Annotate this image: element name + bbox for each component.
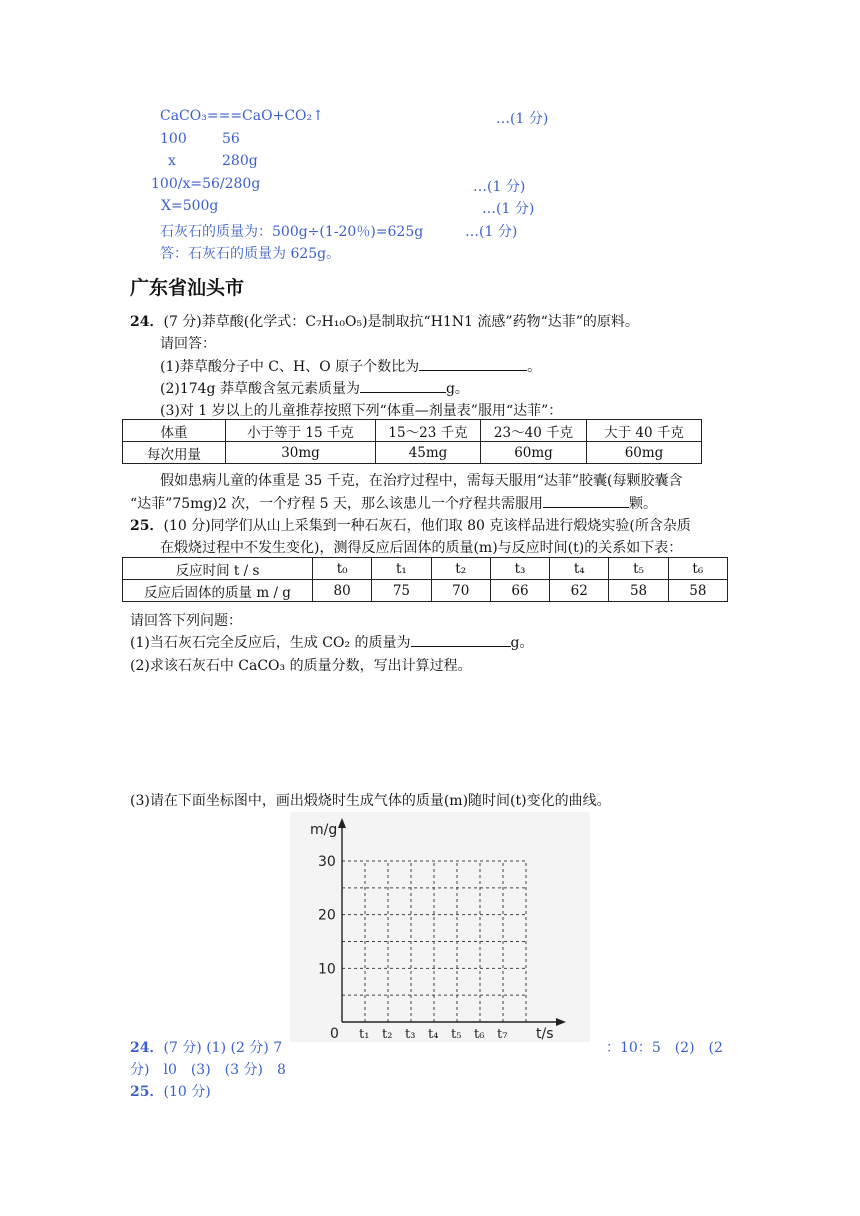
reaction-table [122,557,728,602]
q25-number: 25． [130,518,164,534]
x-tick-label: t₁ [359,1027,370,1042]
eq-line-2a: 100 [160,131,187,147]
y-tick-label: 20 [318,907,336,924]
dosage-header-cell: 23～40 千克 [481,420,587,442]
y-tick-label: 10 [318,961,336,978]
reaction-mass-cell: 66 [490,580,549,602]
y-tick-label: 30 [318,854,336,870]
answer-line-7: 答：石灰石的质量为 625g。 [160,246,341,262]
reaction-mass-cell: 80 [313,580,372,602]
x-tick-label: t₆ [474,1027,485,1042]
eq-line-3b: 280g [222,153,258,169]
reaction-time-cell: t₆ [668,558,727,580]
q24-ask: 请回答： [160,336,216,352]
q25-line-intro1 [130,515,691,535]
reaction-time-cell: t₅ [609,558,668,580]
dosage-table-header [123,420,702,442]
dosage-cell: 60mg [481,442,587,464]
q25-part2: (2)求该石灰石中 CaCO₃ 的质量分数，写出计算过程。 [130,658,472,674]
reaction-time-cell: t₂ [431,558,490,580]
dosage-header-cell: 体重 [123,420,226,442]
reaction-mass-label: 反应后固体的质量 m / g [123,580,313,602]
reaction-time-cell: t₀ [313,558,372,580]
origin-label: 0 [330,1026,339,1042]
answer-24-line2: 分) l0 (3) (3 分) 8 [130,1062,286,1078]
dosage-header-cell: 15～23 千克 [376,420,481,442]
q25-intro2: 在煅烧过程中不发生变化)，测得反应后固体的质量(m)与反应时间(t)的关系如下表： [160,540,683,556]
dosage-header-cell: 小于等于 15 千克 [226,420,376,442]
reaction-time-cell: t₃ [490,558,549,580]
eq-line-3a: x [168,153,176,169]
reaction-mass-cell: 75 [372,580,431,602]
q24-part2-blank[interactable] [360,378,446,393]
reaction-mass-cell: 62 [550,580,609,602]
q24-intro: (7 分)莽草酸(化学式：C₇H₁₀O₅)是制取抗“H1N1 流感”药物“达菲”的原料。 [163,314,639,330]
answer-25-number: 25． [130,1084,164,1100]
reaction-table-time-row [123,558,728,580]
score-line-4: …(1 分) [473,179,526,195]
eq-line-6: 石灰石的质量为：500g÷(1-20％)=625g [160,224,424,240]
eq-line-4: 100/x=56/280g [151,176,261,192]
eq-line-5: X=500g [161,198,219,214]
q24-part1-text: (1)莽草酸分子中 C、H、O 原子个数比为 [160,359,420,375]
reaction-time-label: 反应时间 t / s [123,558,313,580]
reaction-time-cell: t₁ [372,558,431,580]
q24-after-line2 [130,493,657,513]
dosage-table-row [123,442,702,464]
section-title: 广东省汕头市 [130,277,245,299]
eq-line-2b: 56 [222,131,240,147]
answer-24-right: ：10：5 (2) (2 [606,1040,723,1056]
q24-part2-text: (2)174g 莽草酸含氢元素质量为 [160,381,360,397]
score-line-1: …(1 分) [496,111,549,127]
eq-line-1: CaCO₃===CaO+CO₂↑ [160,108,324,124]
q24-part3: (3)对 1 岁以上的儿童推荐按照下列“体重—剂量表”服用“达菲”： [160,403,563,419]
q24-part1-blank[interactable] [419,356,527,371]
answer-24-number: 24． [130,1040,164,1056]
score-line-6: …(1 分) [465,224,518,240]
q24-line-intro [130,311,639,331]
x-tick-label: t₂ [382,1027,393,1042]
dosage-cell: 每次用量 [123,442,226,464]
x-tick-label: t₄ [428,1027,439,1042]
x-tick-label: t₃ [405,1027,416,1042]
dosage-table [122,419,702,464]
x-axis-label: t/s [536,1026,554,1042]
q24-part2-end: g。 [445,381,469,397]
q25-part1-blank[interactable] [411,632,511,647]
reaction-mass-cell: 58 [668,580,727,602]
q24-after-line1: 假如患病儿童的体重是 35 千克，在治疗过程中，需每天服用“达菲”胶囊(每颗胶囊含 [160,473,683,489]
q24-after-blank[interactable] [543,493,629,508]
q25-part3: (3)请在下面坐标图中，画出煅烧时生成气体的质量(m)随时间(t)变化的曲线。 [130,793,611,809]
answer-24-left: (7 分) (1) (2 分) 7 [163,1040,283,1056]
y-axis-label: m/g [310,822,338,838]
q25-ask: 请回答下列问题： [130,613,242,629]
q24-part1-end: 。 [527,359,542,375]
coordinate-chart[interactable] [290,812,590,1042]
q25-part1-end: g。 [510,635,534,651]
x-tick-label: t₅ [451,1027,462,1042]
reaction-table-mass-row [123,580,728,602]
q24-after-line2-text: “达菲”75mg)2 次，一个疗程 5 天，那么该患儿一个疗程共需服用 [130,496,543,512]
dosage-header-cell: 大于 40 千克 [587,420,702,442]
dosage-cell: 45mg [376,442,481,464]
q25-part1-text: (1)当石灰石完全反应后，生成 CO₂ 的质量为 [130,635,411,651]
q25-part1 [130,632,534,652]
answer-24-line1 [130,1037,282,1057]
reaction-mass-cell: 70 [431,580,490,602]
q24-number: 24． [130,314,164,330]
score-line-5: …(1 分) [482,201,535,217]
answer-25-text: (10 分) [163,1084,211,1100]
reaction-mass-cell: 58 [609,580,668,602]
x-tick-label: t₇ [497,1027,508,1042]
q24-part2 [160,378,469,398]
reaction-time-cell: t₄ [550,558,609,580]
answer-25-line [130,1081,211,1101]
q24-after-end: 颗。 [629,496,657,512]
q25-intro1: (10 分)同学们从山上采集到一种石灰石，他们取 80 克该样品进行煅烧实验(所含杂质 [163,518,691,534]
dosage-cell: 30mg [226,442,376,464]
dosage-cell: 60mg [587,442,702,464]
q24-part1 [160,356,541,376]
